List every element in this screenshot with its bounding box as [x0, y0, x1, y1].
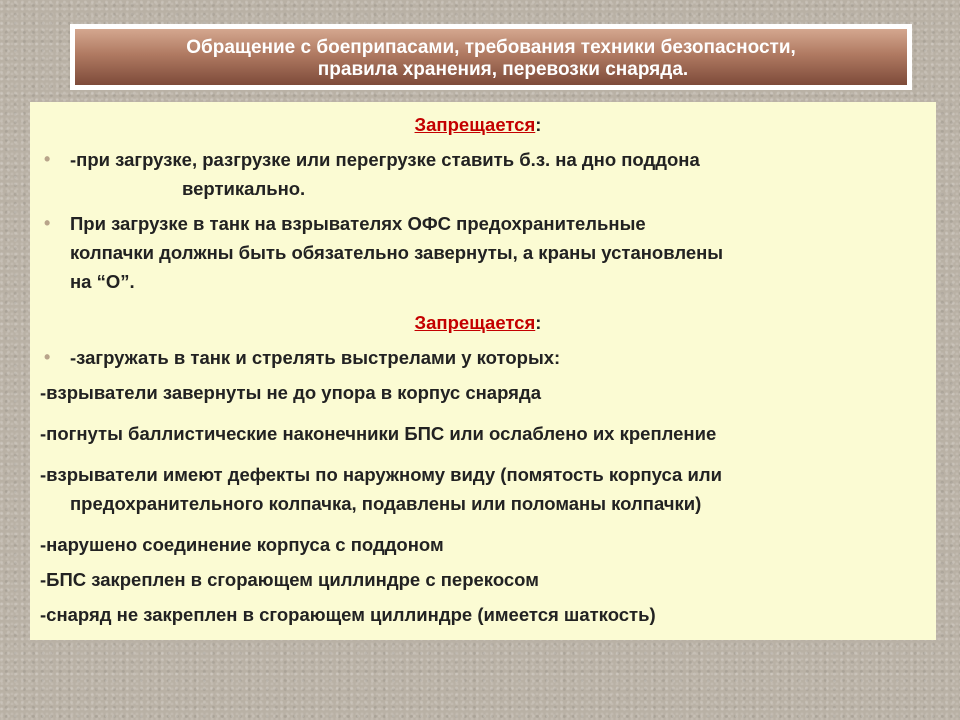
title-frame [70, 24, 912, 90]
slide-title-line2: правила хранения, перевозки снаряда. [317, 59, 689, 80]
section2-heading [40, 308, 916, 337]
section1-heading-text: Запрещается [414, 114, 536, 135]
list-item [40, 460, 916, 518]
bullet-item [40, 209, 916, 296]
list-item [40, 530, 916, 559]
slide-title [75, 29, 907, 85]
bullet-text-line: вертикально. [182, 178, 306, 199]
section2-heading-text: Запрещается [414, 312, 536, 333]
list-item-text: -снаряд не закреплен в сгорающем циллиндре (имеется шаткость) [40, 604, 656, 625]
section1-heading-colon: : [535, 114, 542, 135]
bullet-text-line: на “О”. [70, 271, 135, 292]
list-item-text: предохранительного колпачка, подавлены или поломаны колпачки) [70, 493, 702, 514]
bullet-text-line: колпачки должны быть обязательно завернуты, а краны установлены [70, 242, 724, 263]
content-panel [30, 102, 936, 640]
bullet-icon: • [44, 213, 51, 233]
bullet-text-line: При загрузке в танк на взрывателях ОФС предохранительные [70, 213, 646, 234]
list-item [40, 419, 916, 448]
list-item-text: -взрыватели имеют дефекты по наружному виду (помятость корпуса или [40, 464, 722, 485]
section2-heading-colon: : [535, 312, 542, 333]
bullet-text-line: -при загрузке, разгрузке или перегрузке ставить б.з. на дно поддона [70, 149, 700, 170]
section1-heading [40, 110, 916, 139]
list-item-text: -погнуты баллистические наконечники БПС или ослаблено их крепление [40, 423, 717, 444]
bullet-text-line: -загружать в танк и стрелять выстрелами у которых: [70, 347, 561, 368]
list-item-text: -БПС закреплен в сгорающем циллиндре с перекосом [40, 569, 539, 590]
list-item-text: -взрыватели завернуты не до упора в корпус снаряда [40, 382, 541, 403]
list-item [40, 600, 916, 629]
list-item [40, 565, 916, 594]
bullet-item [40, 343, 916, 372]
list-item [40, 378, 916, 407]
bullet-item [40, 145, 916, 203]
bullet-icon: • [44, 347, 51, 367]
slide-title-line1: Обращение с боеприпасами, требования техники безопасности, [186, 37, 796, 58]
bullet-icon: • [44, 149, 51, 169]
list-item-text: -нарушено соединение корпуса с поддоном [40, 534, 444, 555]
